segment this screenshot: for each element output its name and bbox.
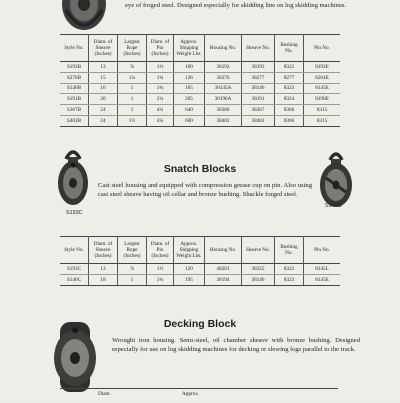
table-cell: 38192 xyxy=(205,62,242,73)
table-cell: 126 xyxy=(174,72,205,83)
col-style: Style No. xyxy=(60,35,89,62)
table-cell: 1¾ xyxy=(147,274,174,285)
table-cell: ⅞ xyxy=(118,264,147,275)
snatch-block-left-image xyxy=(56,145,90,209)
col-bushing: Bushing No. xyxy=(275,237,304,264)
table-header-row xyxy=(60,237,340,264)
snatch-left-caption: S193C xyxy=(66,210,83,216)
table-cell: 8277 xyxy=(275,72,304,83)
table-cell: 8322 xyxy=(275,264,304,275)
swivel-block-description: eye of forged steel. Designed especially for skidding line on log skidding machines. xyxy=(125,1,347,9)
table-cell: 13 xyxy=(89,62,118,73)
table-cell: 38190A xyxy=(205,94,242,105)
col-weight: Approx. Shipping Weight Lbs. xyxy=(174,237,205,264)
table-cell: 38403 xyxy=(205,115,242,126)
decking-block-heading: Decking Block xyxy=(163,318,237,330)
col-sheave: Sheave No. xyxy=(242,35,275,62)
table-cell: 38191 xyxy=(242,94,275,105)
table-cell: 1¾ xyxy=(147,83,174,94)
col-bushing: Bushing No. xyxy=(275,35,304,62)
table-cell: 38194 xyxy=(205,274,242,285)
table-cell: 1 xyxy=(118,105,147,116)
table-cell: 1½ xyxy=(118,115,147,126)
table-cell: 640 xyxy=(174,105,205,116)
table-cell: 1 xyxy=(118,94,147,105)
table-cell: S402B xyxy=(60,115,89,126)
col-diam-sheave: Diam. of Sheave (Inches) xyxy=(89,237,118,264)
col-pin: Pin No. xyxy=(314,247,330,253)
table-row xyxy=(60,83,340,94)
table-cell: 1½ xyxy=(147,264,174,275)
table-cell: 38325 xyxy=(242,264,275,275)
snatch-right-caption: S146C xyxy=(325,203,342,209)
table-cell: 8323 xyxy=(275,83,304,94)
table-cell: 8192E xyxy=(304,62,341,73)
table-cell: S276B xyxy=(60,72,89,83)
partial-header-diam: Diam. xyxy=(98,391,111,397)
table-cell: 8324 xyxy=(275,94,304,105)
swivel-block-image xyxy=(58,0,110,34)
table-cell: 185 xyxy=(174,83,205,94)
decking-block-description: Wrought iron housing. Semi-steel, oil chamber sheave with bronze bushing. Designed especially for use on log skidding machines for decking or slewing logs parallel to the track. xyxy=(112,337,360,353)
table-cell: 1¼ xyxy=(118,72,147,83)
table-cell: 8366 xyxy=(275,105,304,116)
table-cell: 8145L xyxy=(304,264,341,275)
table-cell: 8322 xyxy=(275,62,304,73)
table-cell: 38276 xyxy=(205,72,242,83)
table-cell: 8315 xyxy=(304,105,341,116)
table-cell: 195 xyxy=(174,274,205,285)
table-cell: 24 xyxy=(89,115,118,126)
table-row xyxy=(60,105,340,116)
table-row xyxy=(60,72,340,83)
table-cell: 1 xyxy=(118,83,147,94)
table-row xyxy=(60,62,340,73)
table-cell: 18 xyxy=(89,274,118,285)
table-cell: 38146 xyxy=(242,274,275,285)
table-cell: 38277 xyxy=(242,72,275,83)
col-pin: Pin No. xyxy=(314,45,330,51)
table-cell: 24 xyxy=(89,105,118,116)
table-cell: 20 xyxy=(89,94,118,105)
table-cell: 8145E xyxy=(304,83,341,94)
col-housing: Housing No. xyxy=(205,35,242,62)
table-cell: 4¼ xyxy=(147,105,174,116)
table-cell: 8145E xyxy=(304,274,341,285)
table-row xyxy=(60,115,340,126)
table-cell: 8264E xyxy=(304,72,341,83)
table-cell: 1½ xyxy=(147,62,174,73)
snatch-blocks-description: Cast steel housing and equipped with compression grease cup on pin. Also using cast steel sheave having oil cellar and bronze bushing. Shackle forged steel. xyxy=(98,182,312,198)
decking-table-partial xyxy=(60,388,338,403)
table-cell: 4¼ xyxy=(147,115,174,126)
table-cell: S146B xyxy=(60,83,89,94)
col-largest-rope: Largest Rope (Inches) xyxy=(118,35,147,62)
col-largest-rope: Largest Rope (Inches) xyxy=(118,237,147,264)
table-cell: 38145A xyxy=(205,83,242,94)
table-cell: S146C xyxy=(60,274,89,285)
table-row xyxy=(60,264,340,275)
table-cell: S367B xyxy=(60,105,89,116)
snatch-blocks-heading: Snatch Blocks xyxy=(163,163,237,175)
table-cell: 38193 xyxy=(242,62,275,73)
table-cell: 15 xyxy=(89,72,118,83)
table-cell: S192B xyxy=(60,62,89,73)
table-cell: 100 xyxy=(174,62,205,73)
table-cell: 8323 xyxy=(275,274,304,285)
table-cell: S193C xyxy=(60,264,89,275)
table-cell: 13 xyxy=(89,264,118,275)
table-cell: 38367 xyxy=(242,105,275,116)
table-cell: 1¾ xyxy=(147,72,174,83)
table-cell: ⅞ xyxy=(118,62,147,73)
table-cell: 8315 xyxy=(304,115,341,126)
table-cell: 2¼ xyxy=(147,94,174,105)
table-cell: 38366 xyxy=(205,105,242,116)
table-cell: 285 xyxy=(174,94,205,105)
col-diam-pin: Diam. of Pin (Inches) xyxy=(147,237,174,264)
snatch-block-table xyxy=(60,236,340,286)
table-header-row xyxy=(60,35,340,62)
table-cell: 600 xyxy=(174,115,205,126)
col-sheave: Sheave No. xyxy=(242,237,275,264)
col-weight: Approx. Shipping Weight Lbs. xyxy=(174,35,205,62)
table-row xyxy=(60,274,340,285)
partial-header-approx: Approx. xyxy=(182,391,200,397)
col-diam-pin: Diam. of Pin (Inches) xyxy=(147,35,174,62)
table-cell: 38402 xyxy=(242,115,275,126)
snatch-block-right-image xyxy=(318,148,354,210)
table-cell: 48201 xyxy=(205,264,242,275)
col-style: Style No. xyxy=(60,237,89,264)
col-diam-sheave: Diam. of Sheave (Inches) xyxy=(89,35,118,62)
table-row xyxy=(60,94,340,105)
col-housing: Housing No. xyxy=(205,237,242,264)
table-cell: 16 xyxy=(89,83,118,94)
table-cell: 8366 xyxy=(275,115,304,126)
table-cell: 120 xyxy=(174,264,205,275)
swivel-block-table xyxy=(60,34,340,127)
table-cell: 38146 xyxy=(242,83,275,94)
table-cell: 8190E xyxy=(304,94,341,105)
table-cell: 1 xyxy=(118,274,147,285)
table-cell: S191B xyxy=(60,94,89,105)
